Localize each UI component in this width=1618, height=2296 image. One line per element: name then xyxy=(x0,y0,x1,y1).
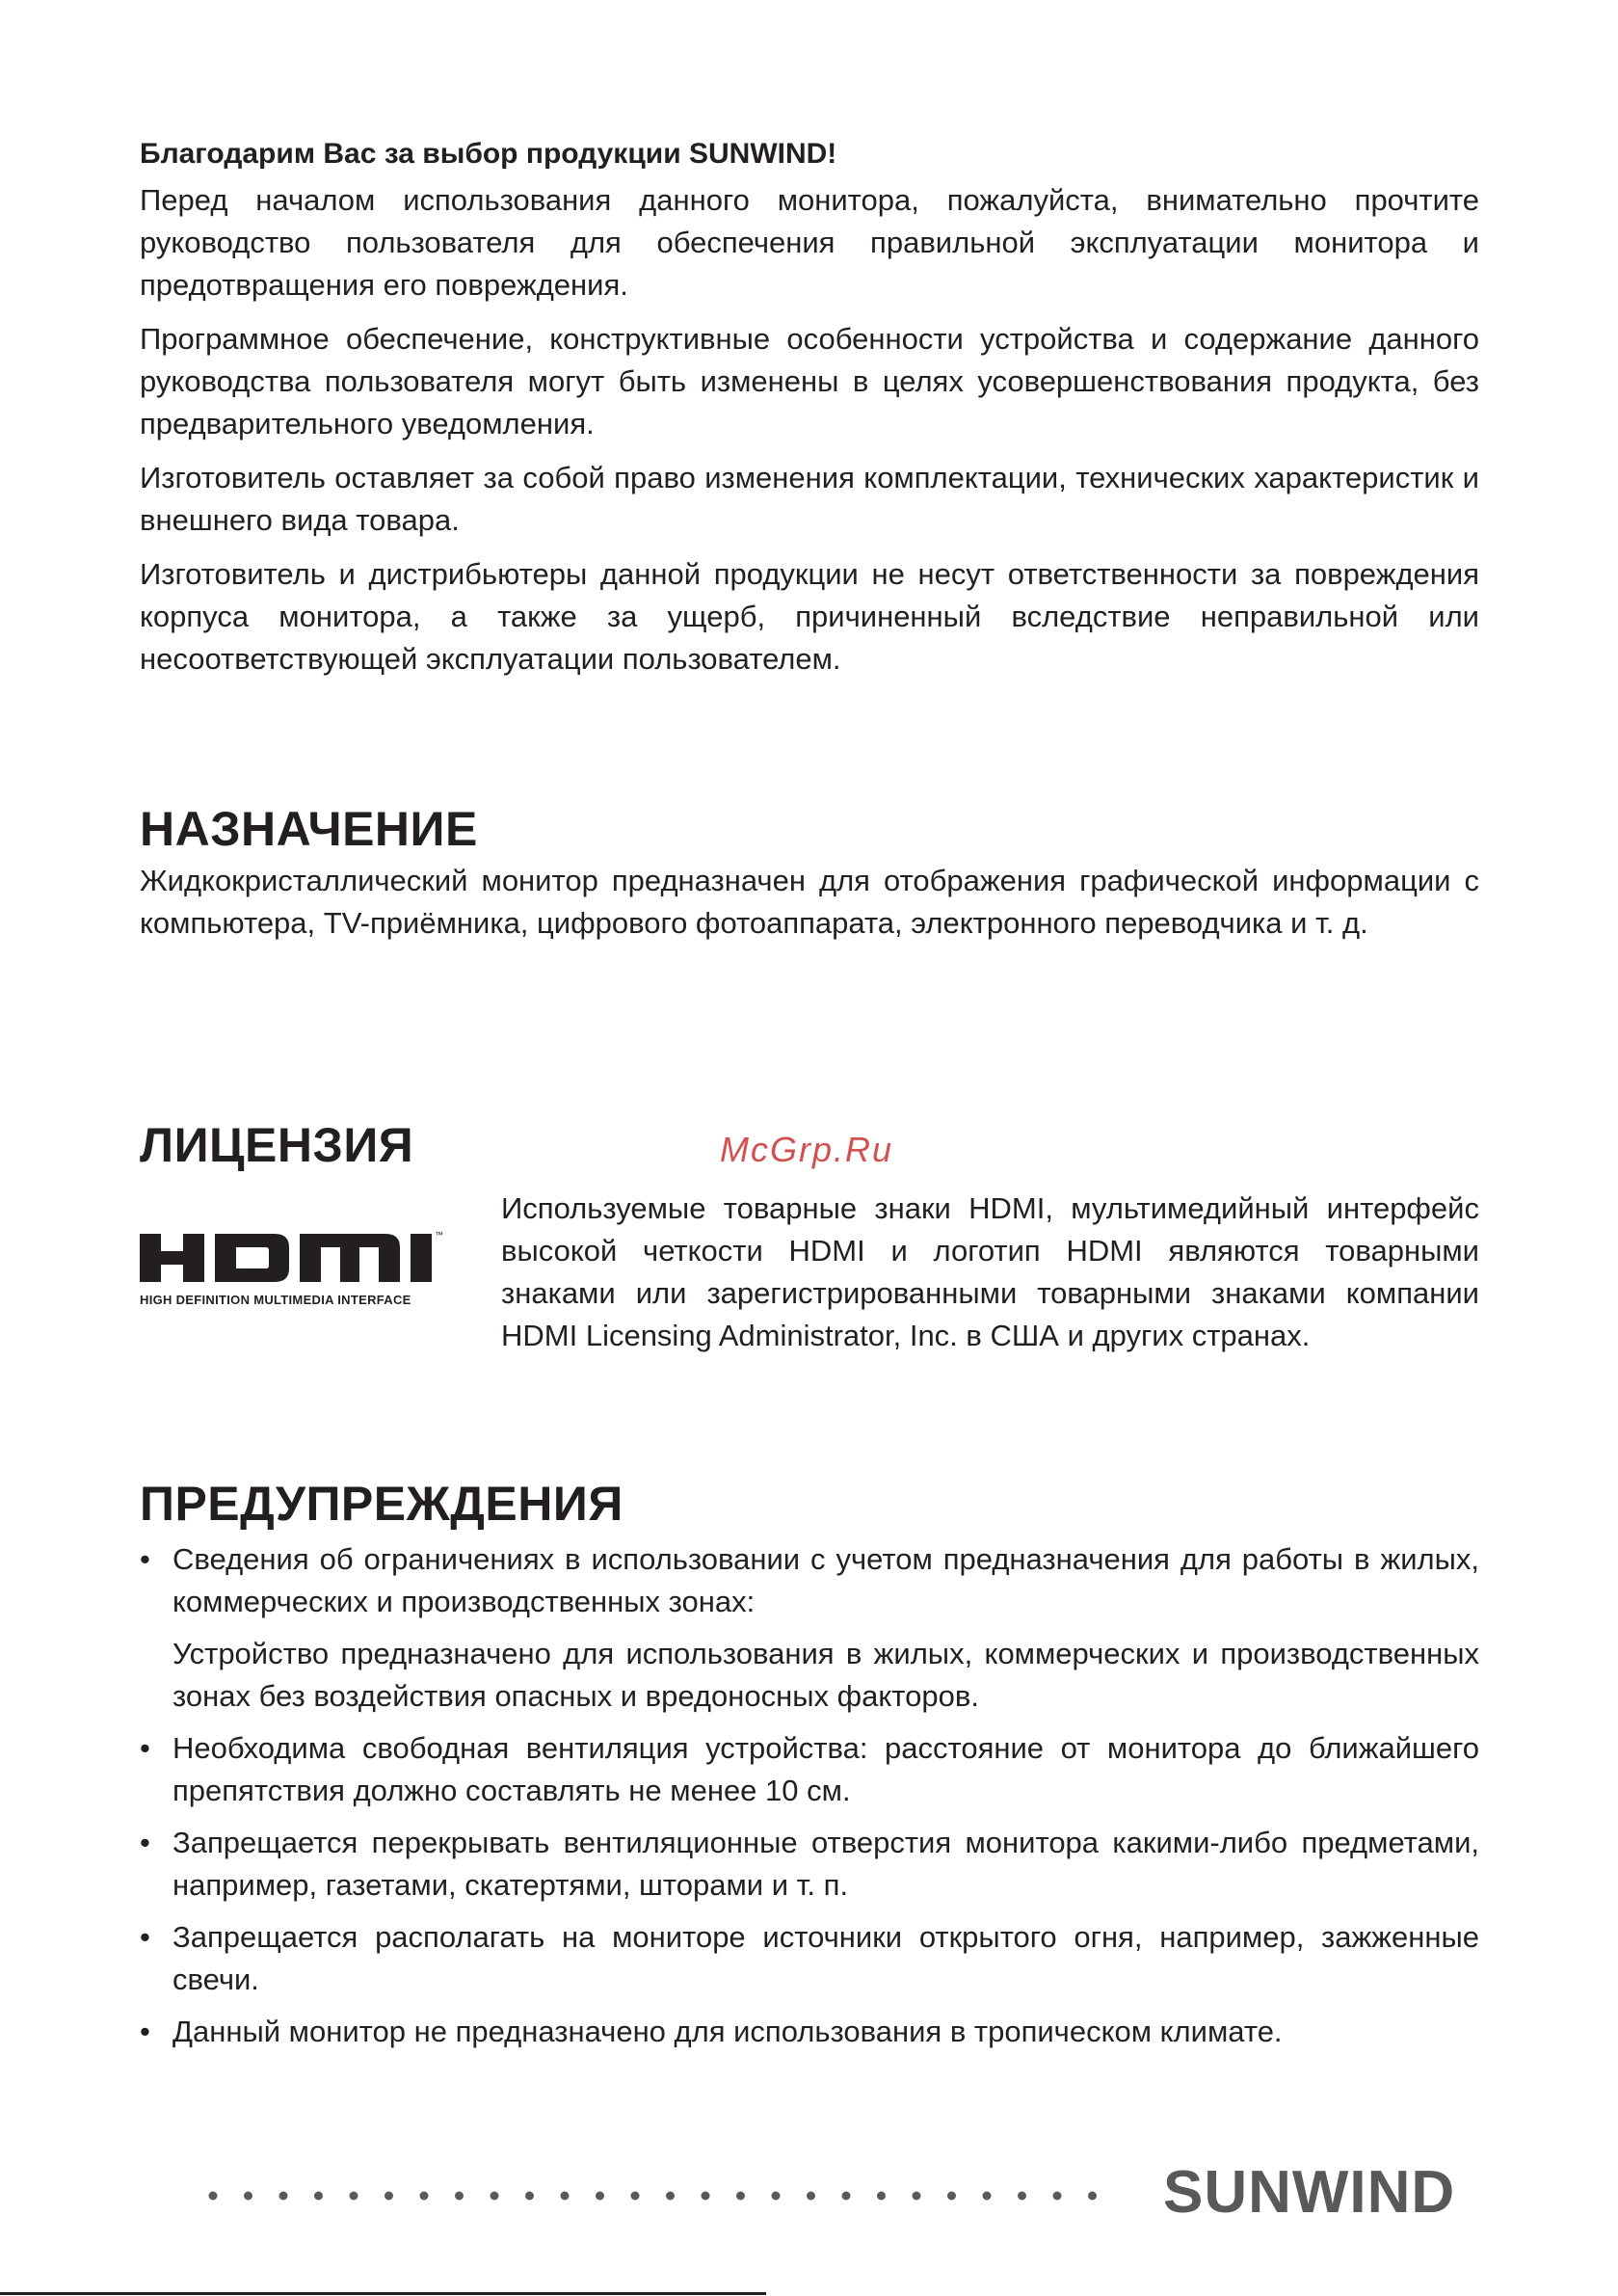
bullet-icon: • xyxy=(140,1542,150,1576)
intro-paragraph: Изготовитель оставляет за собой право изменения комплектации, технических характеристик и внешнего вида товара. xyxy=(140,461,1479,537)
footer-dot xyxy=(1018,2192,1026,2201)
bottom-rule xyxy=(0,2292,766,2295)
warnings-heading: ПРЕДУПРЕЖДЕНИЯ xyxy=(140,1477,623,1531)
footer-dot xyxy=(736,2192,745,2201)
intro-paragraphs xyxy=(140,179,1479,681)
watermark: McGrp.Ru xyxy=(720,1130,894,1169)
warning-sub-item: Устройство предназначено для использования в жилых, коммерческих и производственных зонах без воздействия опасных и вредоносных факторов. xyxy=(172,1637,1479,1713)
purpose-heading: НАЗНАЧЕНИЕ xyxy=(140,802,478,856)
footer-dot xyxy=(877,2192,886,2201)
footer-dot xyxy=(947,2192,956,2201)
license-text: Используемые товарные знаки HDMI, мультимедийный интерфейс высокой четкости HDMI и логотип HDMI являются товарными знаками или зарегистрированными товарными знаками компании HDMI Licensing Administrator, Inc. в США и других странах. xyxy=(501,1191,1479,1352)
intro-title: Благодарим Вас за выбор продукции SUNWIND! xyxy=(140,138,837,170)
footer-dot xyxy=(596,2192,604,2201)
bullet-icon: • xyxy=(140,2015,150,2048)
warning-item: • Запрещается перекрывать вентиляционные отверстия монитора какими-либо предметами, например, газетами, скатертями, шторами и т. п. xyxy=(140,1822,1479,1907)
footer-dots-divider xyxy=(207,2186,1113,2205)
license-text-block xyxy=(501,1188,1479,1357)
footer-dot xyxy=(983,2192,992,2201)
footer-dot xyxy=(209,2192,218,2201)
warning-item: • Сведения об ограничениях в использовании с учетом предназначения для работы в жилых, коммерческих и производственных зонах: xyxy=(140,1538,1479,1623)
warning-item: • Необходима свободная вентиляция устройства: расстояние от монитора до ближайшего препятствия должно составлять не менее 10 см. xyxy=(140,1727,1479,1812)
footer-dot xyxy=(666,2192,675,2201)
warnings-list xyxy=(140,1538,1479,2053)
warnings-section xyxy=(140,1475,1479,2063)
intro-paragraph: Изготовитель и дистрибьютеры данной продукции не несут ответственности за повреждения корпуса монитора, а также за ущерб, причиненный вследствие неправильной или несоответствующей эксплуатации пользователем. xyxy=(140,557,1479,676)
footer-dot xyxy=(913,2192,921,2201)
footer-dot xyxy=(491,2192,499,2201)
footer-dot xyxy=(279,2192,288,2201)
footer-dot xyxy=(244,2192,252,2201)
intro-paragraph: Перед началом использования данного монитора, пожалуйста, внимательно прочтите руководство пользователя для обеспечения правильной эксплуатации монитора и предотвращения его повреждения. xyxy=(140,183,1479,302)
footer-dot xyxy=(631,2192,640,2201)
footer-dot xyxy=(314,2192,323,2201)
bullet-icon: • xyxy=(140,1920,150,1954)
hdmi-logo-subtitle: HIGH DEFINITION MULTIMEDIA INTERFACE xyxy=(140,1293,411,1307)
bullet-icon: • xyxy=(140,1731,150,1765)
footer-dot xyxy=(455,2192,464,2201)
footer-dot xyxy=(842,2192,851,2201)
purpose-text: Жидкокристаллический монитор предназначен для отображения графической информации с компьютера, TV-приёмника, цифрового фотоаппарата, электронного переводчика и т. д. xyxy=(140,864,1479,940)
footer-brand-logo: SUNWIND xyxy=(1163,2159,1456,2226)
footer-dot xyxy=(385,2192,393,2201)
footer-dot xyxy=(772,2192,781,2201)
license-heading: ЛИЦЕНЗИЯ xyxy=(140,1118,414,1172)
svg-text:™: ™ xyxy=(435,1230,443,1240)
footer-dot xyxy=(525,2192,534,2201)
bullet-icon: • xyxy=(140,1826,150,1859)
footer-dot xyxy=(420,2192,429,2201)
footer-dot xyxy=(807,2192,815,2201)
purpose-section xyxy=(140,800,1479,945)
footer-dot xyxy=(1053,2192,1062,2201)
footer-dot xyxy=(561,2192,570,2201)
warning-item: • Данный монитор не предназначено для использования в тропическом климате. xyxy=(140,2011,1479,2053)
footer-dot xyxy=(350,2192,358,2201)
warning-item: • Запрещается располагать на мониторе источники открытого огня, например, зажженные свечи. xyxy=(140,1916,1479,2001)
footer-dot xyxy=(702,2192,710,2201)
intro-paragraph: Программное обеспечение, конструктивные особенности устройства и содержание данного руководства пользователя могут быть изменены в целях усовершенствования продукта, без предварительного уведомления. xyxy=(140,322,1479,441)
footer-dot xyxy=(1088,2192,1097,2201)
